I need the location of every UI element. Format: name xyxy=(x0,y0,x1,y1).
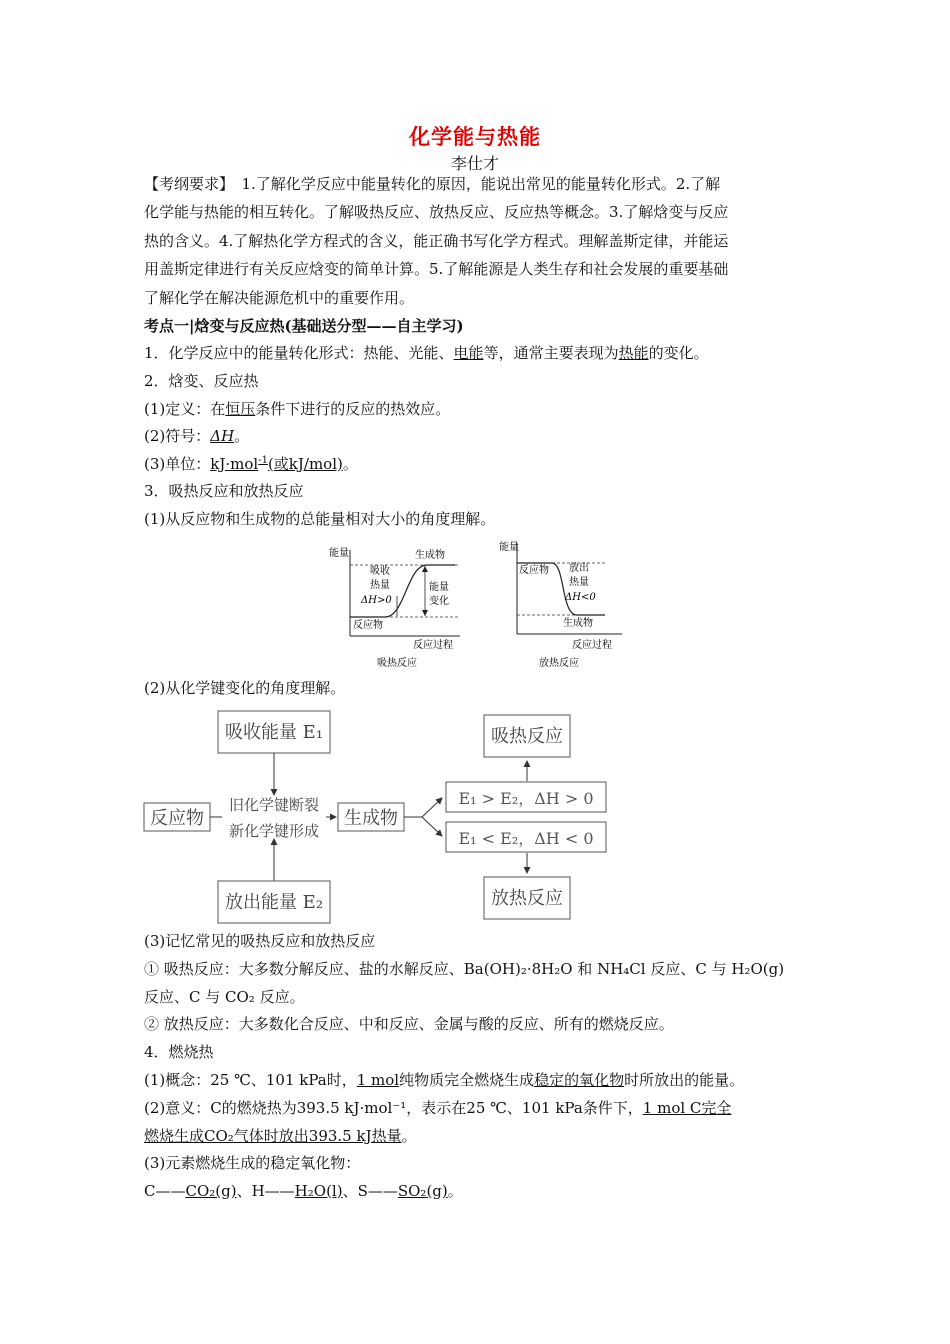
y-axis-label: 能量 xyxy=(329,548,349,559)
requirements-line-4: 用盖斯定律进行有关反应焓变的简单计算。5.了解能源是人类生存和社会发展的重要基础 xyxy=(144,260,729,278)
delta-h-label: ΔH>0 xyxy=(361,595,392,606)
requirements-line-2: 化学能与热能的相互转化。了解吸热反应、放热反应、反应热等概念。3.了解焓变与反应 xyxy=(144,203,729,221)
section-2-heading: 2．焓变、反应热 xyxy=(144,372,259,390)
endothermic-energy-diagram xyxy=(325,538,475,673)
subsection-3-3: (3)记忆常见的吸热反应和放热反应 xyxy=(144,932,376,950)
absorb-label-1: 吸收 xyxy=(370,566,390,577)
endothermic-box: 吸热反应 xyxy=(491,726,563,747)
diagram-caption: 放热反应 xyxy=(539,658,579,669)
endothermic-list-line-1: ① 吸热反应：大多数分解反应、盐的水解反应、Ba(OH)₂·8H₂O 和 NH₄Cl 反应、C 与 H₂O(g) xyxy=(144,960,785,978)
combustion-concept: (1)概念：25 ℃、101 kPa时，1 mol纯物质完全燃烧生成稳定的氧化物时所放出的能量。 xyxy=(144,1071,745,1089)
change-label-1: 能量 xyxy=(429,582,449,593)
y-axis-label: 能量 xyxy=(499,542,519,553)
x-axis-label: 反应过程 xyxy=(413,640,453,651)
document-title: 化学能与热能 xyxy=(409,124,541,149)
release-label-1: 放出 xyxy=(569,563,589,574)
combustion-meaning-line-2: 燃烧生成CO₂气体时放出393.5 kJ热量。 xyxy=(144,1127,417,1145)
absorb-energy-box: 吸收能量 E₁ xyxy=(224,722,324,743)
section-1: 1．化学反应中的能量转化形式：热能、光能、电能等，通常主要表现为热能的变化。 xyxy=(144,344,709,362)
exothermic-box: 放热反应 xyxy=(491,888,563,909)
product-box: 生成物 xyxy=(344,808,398,829)
definition-line: (1)定义：在恒压条件下进行的反应的热效应。 xyxy=(144,400,451,418)
stable-oxides-line: C——CO₂(g)、H——H₂O(l)、S——SO₂(g)。 xyxy=(144,1182,463,1200)
kaodian-heading: 考点一|焓变与反应热(基础送分型——自主学习) xyxy=(144,317,464,335)
product-label: 生成物 xyxy=(563,618,593,629)
delta-h-label: ΔH<0 xyxy=(565,592,596,603)
endothermic-list-line-2: 反应、C 与 CO₂ 反应。 xyxy=(144,988,305,1006)
x-axis-label: 反应过程 xyxy=(572,640,612,651)
release-energy-box: 放出能量 E₂ xyxy=(224,892,324,913)
requirements-line-3: 热的含义。4.了解热化学方程式的含义，能正确书写化学方程式。理解盖斯定律，并能运 xyxy=(144,232,729,250)
requirements-line-5: 了解化学在解决能源危机中的重要作用。 xyxy=(144,289,415,307)
subsection-3-1: (1)从反应物和生成物的总能量相对大小的角度理解。 xyxy=(144,510,496,528)
exothermic-list-line: ② 放热反应：大多数化合反应、中和反应、金属与酸的反应、所有的燃烧反应。 xyxy=(144,1015,674,1033)
stable-oxides-heading: (3)元素燃烧生成的稳定氧化物： xyxy=(144,1154,361,1172)
exothermic-energy-diagram xyxy=(497,538,627,673)
reactant-label: 反应物 xyxy=(519,565,549,576)
symbol-line: (2)符号：ΔH。 xyxy=(144,427,250,445)
old-bond-break-label: 旧化学键断裂 xyxy=(228,796,320,814)
absorb-label-2: 热量 xyxy=(370,580,390,591)
requirements-line-1: 【考纲要求】 1.了解化学反应中能量转化的原因，能说出常见的能量转化形式。2.了解 xyxy=(144,175,721,193)
release-label-2: 热量 xyxy=(569,577,589,588)
reactant-label: 反应物 xyxy=(353,620,383,631)
diagram-caption: 吸热反应 xyxy=(377,658,417,669)
section-4-heading: 4．燃烧热 xyxy=(144,1043,214,1061)
combustion-meaning-line-1: (2)意义：C的燃烧热为393.5 kJ·mol⁻¹，表示在25 ℃、101 kPa条件下，1 mol C完全 xyxy=(144,1099,732,1117)
new-bond-form-label: 新化学键形成 xyxy=(228,822,320,840)
bond-change-flow-diagram xyxy=(140,703,620,928)
subsection-3-2: (2)从化学键变化的角度理解。 xyxy=(144,679,346,697)
change-label-2: 变化 xyxy=(429,596,449,607)
reactant-box: 反应物 xyxy=(150,808,204,829)
product-label: 生成物 xyxy=(415,550,445,561)
condition-endothermic: E₁ > E₂，ΔH > 0 xyxy=(458,789,594,808)
author: 李仕才 xyxy=(450,154,499,173)
section-3-heading: 3．吸热反应和放热反应 xyxy=(144,482,304,500)
condition-exothermic: E₁ < E₂，ΔH < 0 xyxy=(458,829,594,848)
unit-line: (3)单位：kJ·mol$^{-1}$(或kJ/mol)。 xyxy=(144,455,358,473)
